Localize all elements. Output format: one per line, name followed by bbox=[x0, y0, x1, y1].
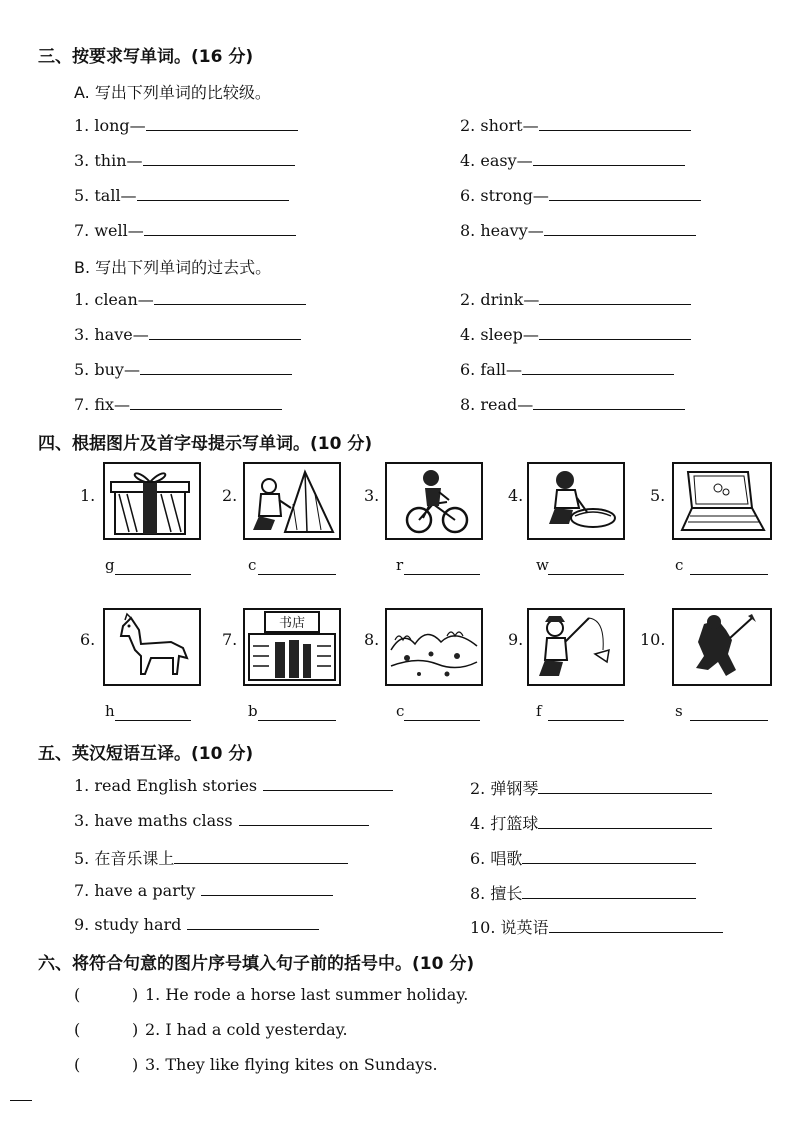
paren-open: ( bbox=[74, 985, 81, 1004]
answer-blank[interactable] bbox=[201, 894, 333, 896]
answer-blank[interactable] bbox=[544, 234, 696, 236]
part-b-title: B. 写出下列单词的过去式。 bbox=[74, 258, 272, 277]
answer-blank[interactable] bbox=[130, 408, 282, 410]
hint-letter: r bbox=[396, 556, 404, 574]
phrase-item-9: 9. study hard bbox=[74, 915, 319, 934]
hint-letter: f bbox=[536, 702, 542, 720]
answer-blank[interactable] bbox=[404, 720, 480, 721]
phrase-item-5: 5. 在音乐课上 bbox=[74, 846, 348, 869]
answer-blank[interactable] bbox=[548, 720, 624, 721]
answer-blank[interactable] bbox=[115, 720, 191, 721]
answer-blank[interactable] bbox=[144, 234, 296, 236]
hint-letter: h bbox=[105, 702, 115, 720]
answer-blank[interactable] bbox=[258, 720, 336, 721]
phrase-item-6: 6. 唱歌 bbox=[470, 846, 696, 869]
picture-number: 1. bbox=[80, 486, 96, 505]
picture-number: 10. bbox=[640, 630, 666, 649]
answer-blank[interactable] bbox=[404, 574, 480, 575]
laptop-computer-icon bbox=[672, 462, 772, 540]
answer-blank[interactable] bbox=[549, 931, 723, 933]
answer-blank[interactable] bbox=[522, 862, 696, 864]
picture-number: 4. bbox=[508, 486, 524, 505]
answer-blank[interactable] bbox=[533, 408, 685, 410]
answer-blank[interactable] bbox=[522, 373, 674, 375]
bookstore-sign: 书店 bbox=[278, 616, 306, 631]
hint-letter: c bbox=[675, 556, 684, 574]
section-6-title: 六、将符合句意的图片序号填入句子前的括号中。(10 分) bbox=[38, 954, 475, 974]
answer-blank[interactable] bbox=[154, 303, 306, 305]
part-b-item-4: 4. sleep— bbox=[460, 325, 691, 344]
section-3-title: 三、按要求写单词。(16 分) bbox=[38, 47, 254, 67]
answer-blank[interactable] bbox=[263, 789, 393, 791]
part-b-item-3: 3. have— bbox=[74, 325, 301, 344]
hint-letter: c bbox=[248, 556, 257, 574]
paren-close: ) bbox=[132, 985, 139, 1004]
answer-blank[interactable] bbox=[140, 373, 292, 375]
answer-blank[interactable] bbox=[539, 129, 691, 131]
part-a-item-1: 1. long— bbox=[74, 116, 298, 135]
answer-blank[interactable] bbox=[187, 928, 319, 930]
answer-blank[interactable] bbox=[539, 303, 691, 305]
section-5-title: 五、英汉短语互译。(10 分) bbox=[38, 744, 254, 764]
picture-number: 8. bbox=[364, 630, 380, 649]
answer-blank[interactable] bbox=[522, 897, 696, 899]
answer-blank[interactable] bbox=[690, 574, 768, 575]
answer-blank[interactable] bbox=[137, 199, 289, 201]
answer-blank[interactable] bbox=[146, 129, 298, 131]
sentence-2: 2. I had a cold yesterday. bbox=[145, 1020, 348, 1039]
answer-blank[interactable] bbox=[115, 574, 191, 575]
part-a-item-8: 8. heavy— bbox=[460, 221, 696, 240]
skating-icon bbox=[672, 608, 772, 686]
phrase-item-7: 7. have a party bbox=[74, 881, 333, 900]
part-a-title: A. 写出下列单词的比较级。 bbox=[74, 83, 271, 102]
phrase-item-2: 2. 弹钢琴 bbox=[470, 776, 712, 799]
answer-blank[interactable] bbox=[538, 792, 712, 794]
answer-blank[interactable] bbox=[549, 199, 701, 201]
answer-blank[interactable] bbox=[548, 574, 624, 575]
page-corner-mark bbox=[10, 1100, 32, 1101]
fishing-icon bbox=[527, 608, 625, 686]
answer-blank[interactable] bbox=[174, 862, 348, 864]
phrase-item-4: 4. 打篮球 bbox=[470, 811, 712, 834]
gift-box-icon bbox=[103, 462, 201, 540]
paren-open: ( bbox=[74, 1055, 81, 1074]
answer-blank[interactable] bbox=[239, 824, 369, 826]
sentence-1: 1. He rode a horse last summer holiday. bbox=[145, 985, 469, 1004]
part-a-item-3: 3. thin— bbox=[74, 151, 295, 170]
part-b-item-7: 7. fix— bbox=[74, 395, 282, 414]
picture-number: 7. bbox=[222, 630, 238, 649]
part-b-item-5: 5. buy— bbox=[74, 360, 292, 379]
part-a-item-7: 7. well— bbox=[74, 221, 296, 240]
hint-letter: s bbox=[675, 702, 683, 720]
phrase-item-10: 10. 说英语 bbox=[470, 915, 723, 938]
section-4-title: 四、根据图片及首字母提示写单词。(10 分) bbox=[38, 434, 373, 454]
phrase-item-8: 8. 擅长 bbox=[470, 881, 696, 904]
hint-letter: w bbox=[536, 556, 549, 574]
hint-letter: c bbox=[396, 702, 405, 720]
answer-blank[interactable] bbox=[533, 164, 685, 166]
part-a-item-6: 6. strong— bbox=[460, 186, 701, 205]
answer-paren-slot[interactable] bbox=[86, 984, 128, 1004]
answer-paren-slot[interactable] bbox=[86, 1054, 128, 1074]
part-a-item-2: 2. short— bbox=[460, 116, 691, 135]
phrase-item-3: 3. have maths class bbox=[74, 811, 369, 830]
hint-letter: g bbox=[105, 556, 115, 574]
bookstore-icon bbox=[243, 608, 341, 686]
part-b-item-1: 1. clean— bbox=[74, 290, 306, 309]
bike-rider-icon bbox=[385, 462, 483, 540]
answer-blank[interactable] bbox=[690, 720, 768, 721]
picture-number: 3. bbox=[364, 486, 380, 505]
answer-blank[interactable] bbox=[258, 574, 336, 575]
answer-blank[interactable] bbox=[143, 164, 295, 166]
washing-clothes-icon bbox=[527, 462, 625, 540]
part-a-item-5: 5. tall— bbox=[74, 186, 289, 205]
paren-open: ( bbox=[74, 1020, 81, 1039]
part-a-item-4: 4. easy— bbox=[460, 151, 685, 170]
paren-close: ) bbox=[132, 1020, 139, 1039]
answer-blank[interactable] bbox=[539, 338, 691, 340]
picture-number: 9. bbox=[508, 630, 524, 649]
phrase-item-1: 1. read English stories bbox=[74, 776, 393, 795]
picture-number: 6. bbox=[80, 630, 96, 649]
answer-paren-slot[interactable] bbox=[86, 1019, 128, 1039]
hint-letter: b bbox=[248, 702, 258, 720]
horse-icon bbox=[103, 608, 201, 686]
picture-number: 2. bbox=[222, 486, 238, 505]
answer-blank[interactable] bbox=[538, 827, 712, 829]
sentence-3: 3. They like flying kites on Sundays. bbox=[145, 1055, 438, 1074]
part-b-item-6: 6. fall— bbox=[460, 360, 674, 379]
part-b-item-8: 8. read— bbox=[460, 395, 685, 414]
paren-close: ) bbox=[132, 1055, 139, 1074]
countryside-icon bbox=[385, 608, 483, 686]
picture-number: 5. bbox=[650, 486, 666, 505]
camping-tent-icon bbox=[243, 462, 341, 540]
answer-blank[interactable] bbox=[149, 338, 301, 340]
part-b-item-2: 2. drink— bbox=[460, 290, 691, 309]
